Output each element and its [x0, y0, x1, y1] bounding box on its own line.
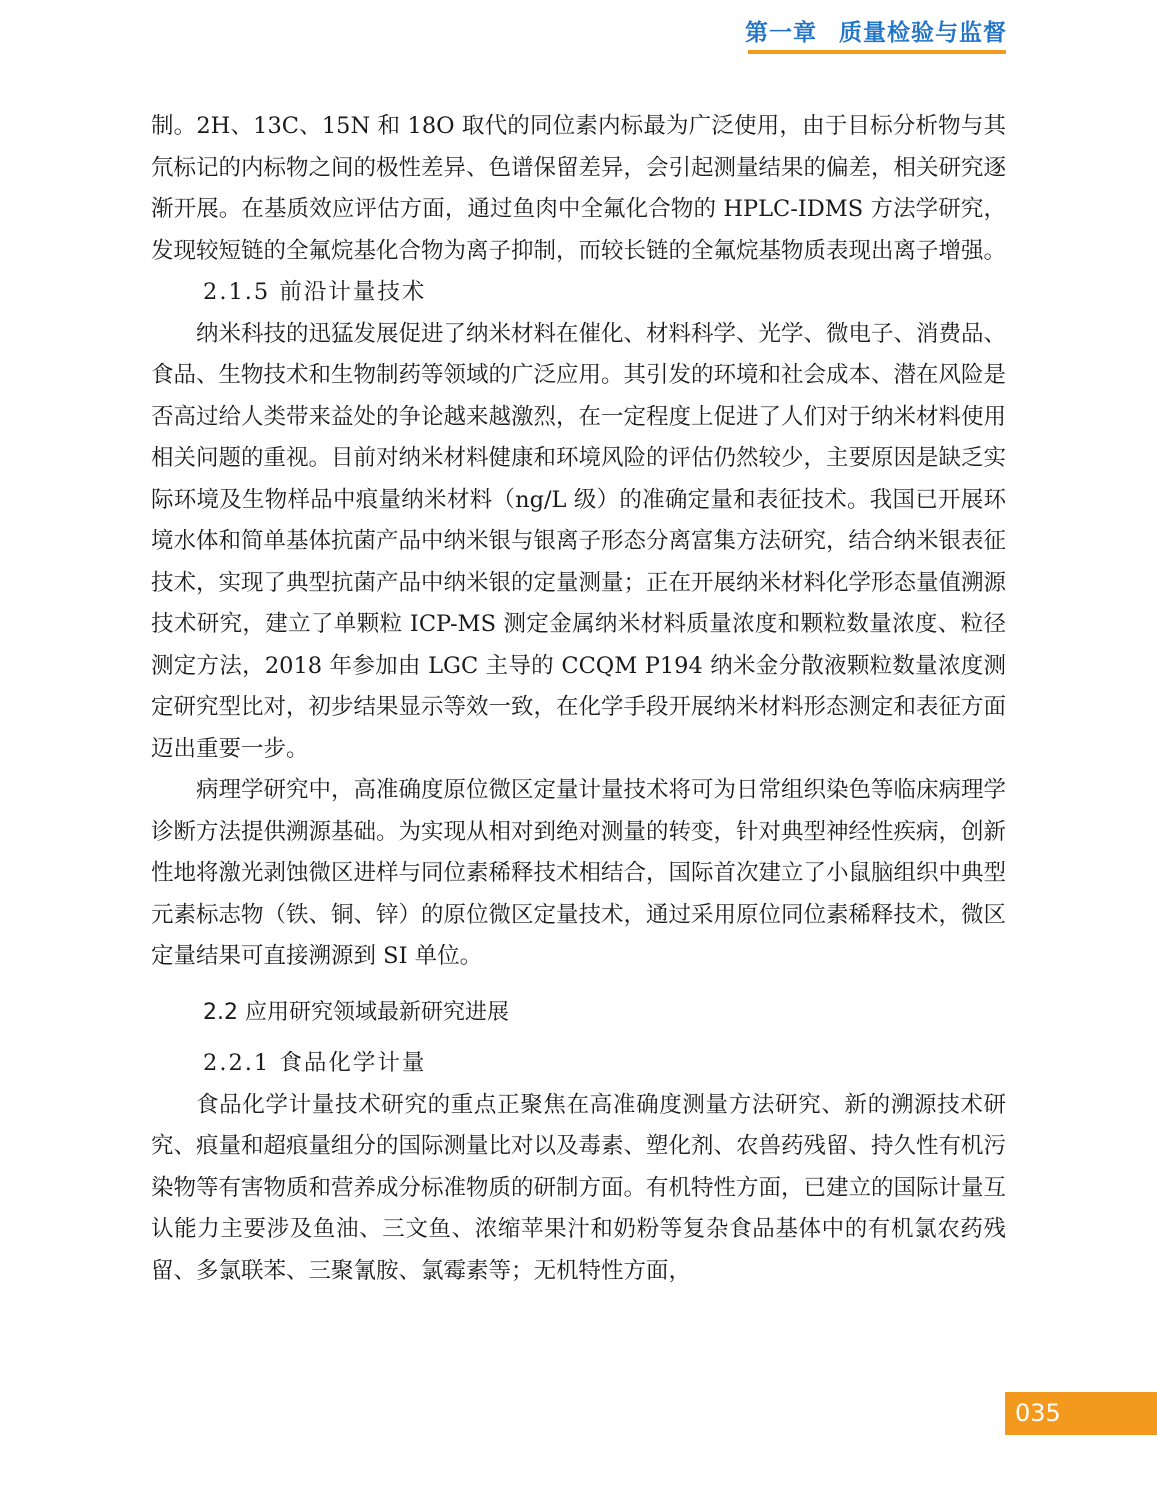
chapter-title: 质量检验与监督 — [839, 20, 1007, 46]
chapter-number: 第一章 — [745, 20, 817, 46]
paragraph-pathology: 病理学研究中，高准确度原位微区定量计量技术将可为日常组织染色等临床病理学诊断方法提供溯源基础。为实现从相对到绝对测量的转变，针对典型神经性疾病，创新性地将激光剥蚀微区进样与同位素稀释技术相结合，国际首次建立了小鼠脑组织中典型元素标志物（铁、铜、锌）的原位微区定量技术，通过采用原位同位素稀释技术，微区定量结果可直接溯源到 SI 单位。 — [151, 777, 1007, 969]
paragraph-continued: 制。2H、13C、15N 和 18O 取代的同位素内标最为广泛使用，由于目标分析物与其氘标记的内标物之间的极性差异、色谱保留差异，会引起测量结果的偏差，相关研究逐渐开展。在基质效应评估方面，通过鱼肉中全氟化合物的 HPLC-IDMS 方法学研究，发现较短链的全氟烷基化合物为离子抑制，而较长链的全氟烷基物质表现出离子增强。 — [151, 113, 1007, 264]
chapter-header — [745, 14, 1007, 47]
page-number: 035 — [1005, 1392, 1157, 1435]
subsection-heading-2-2-1: 2.2.1 食品化学计量 — [203, 1050, 427, 1076]
subsection-heading-2-1-5: 2.1.5 前沿计量技术 — [203, 279, 427, 305]
paragraph-food-metrology: 食品化学计量技术研究的重点正聚焦在高准确度测量方法研究、新的溯源技术研究、痕量和超痕量组分的国际测量比对以及毒素、塑化剂、农兽药残留、持久性有机污染物等有害物质和营养成分标准物质的研制方面。有机特性方面，已建立的国际计量互认能力主要涉及鱼油、三文鱼、浓缩苹果汁和奶粉等复杂食品基体中的有机氯农药残留、多氯联苯、三聚氰胺、氯霉素等；无机特性方面， — [151, 1091, 1007, 1284]
paragraph-nanomaterials: 纳米科技的迅猛发展促进了纳米材料在催化、材料科学、光学、微电子、消费品、食品、生物技术和生物制药等领域的广泛应用。其引发的环境和社会成本、潜在风险是否高过给人类带来益处的争论越来越激烈，在一定程度上促进了人们对于纳米材料使用相关问题的重视。目前对纳米材料健康和环境风险的评估仍然较少，主要原因是缺乏实际环境及生物样品中痕量纳米材料（ng/L 级）的准确定量和表征技术。我国已开展环境水体和简单基体抗菌产品中纳米银与银离子形态分离富集方法研究，结合纳米银表征技术，实现了典型抗菌产品中纳米银的定量测量；正在开展纳米材料化学形态量值溯源技术研究，建立了单颗粒 ICP-MS 测定金属纳米材料质量浓度和颗粒数量浓度、粒径测定方法，2018 年参加由 LGC 主导的 CCQM P194 纳米金分散液颗粒数量浓度测定研究型比对，初步结果显示等效一致，在化学手段开展纳米材料形态测定和表征方面迈出重要一步。 — [151, 320, 1007, 762]
section-heading-2-2: 2.2 应用研究领域最新研究进展 — [203, 999, 509, 1025]
header-rule — [748, 50, 1006, 54]
page-body — [151, 106, 1006, 1292]
